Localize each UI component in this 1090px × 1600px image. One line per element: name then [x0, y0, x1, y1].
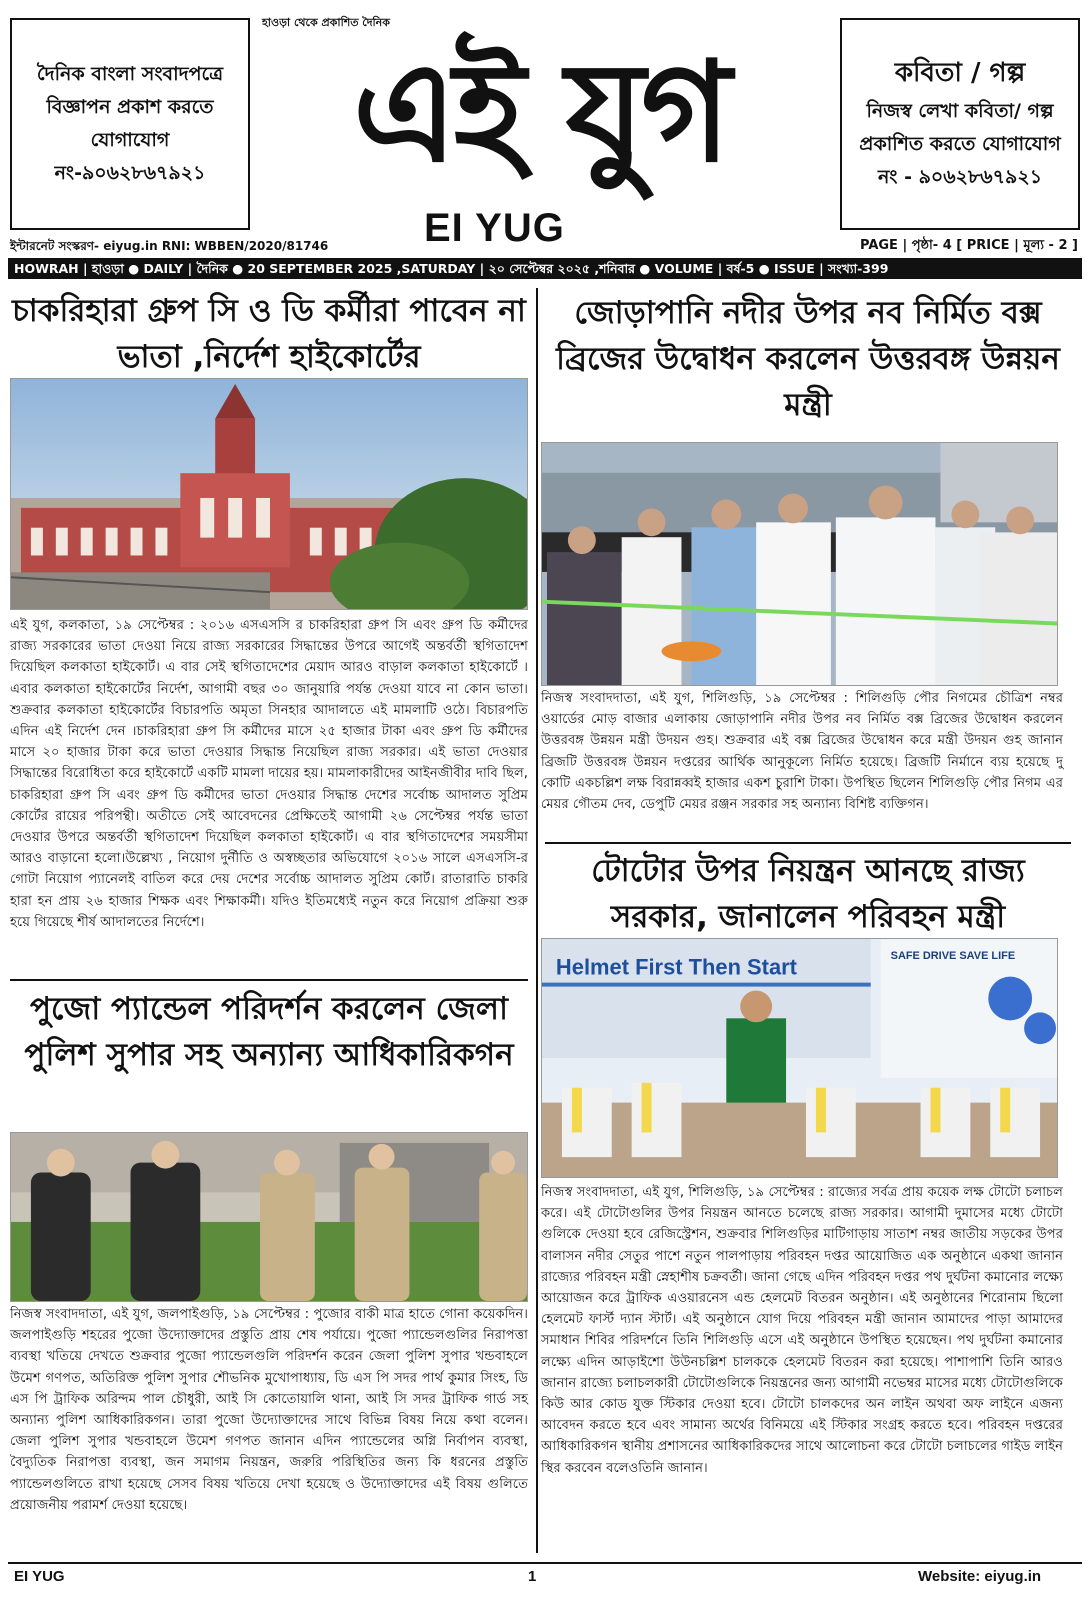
footer-page-number: 1 [528, 1568, 537, 1585]
ad-left-text: দৈনিক বাংলা সংবাদপত্রে বিজ্ঞাপন প্রকাশ করতে যোগাযোগ নং-৯০৬২৮৬৭৯২১ [36, 63, 224, 184]
footer-rule [8, 1562, 1082, 1564]
ad-right-text: নিজস্ব লেখা কবিতা/ গল্প প্রকাশিত করতে যোগাযোগ নং - ৯০৬২৮৬৭৯২১ [859, 99, 1061, 188]
article3-photo-police [10, 1132, 528, 1302]
ad-box-right [840, 18, 1080, 230]
article2-photo-bridge-inauguration [541, 442, 1058, 686]
article3-body: নিজস্ব সংবাদদাতা, এই যুগ, জলপাইগুড়ি, ১৯ সেপ্টেম্বর : পুজোর বাকী মাত্র হাতে গোনা কয়েকদিন। জলপাইগুড়ি শহরের পুজো উদ্যোক্তাদের প্রস্তুতি প্রায় শেষ পর্যায়ে। পুজো প্যান্ডেলগুলির নিরাপত্তা ব্যবস্থা খতিয়ে দেখতে শুক্রবার পুজো প্যান্ডেলগুলি পরিদর্শন করেন জেলা পুলিশ সুপার খন্ডবাহলে উমেশ গণপত, অতিরিক্ত পুলিশ সুপার শৌভনিক মুখোপাধ্যায়, ডি এস পি সদর পার্থ কুমার সিংহ, ডি এস পি ট্রাফিক অরিন্দম পাল চৌধুরী, আই সি কোতোয়ালি থানা, আই সি সদর ট্রাফিক গার্ড সহ অন্যান্য পুলিশ আধিকারিকগন। তারা পুজো উদ্যোক্তাদের সাথে বিভিন্ন বিষয় নিয়ে কথা বলেন। জেলা পুলিশ সুপার খন্ডবাহলে উমেশ গণপত জানান এদিন প্যান্ডেলের অগ্নি নির্বাপন ব্যবস্থা, বৈদ্যুতিক নিরাপত্তা ব্যবস্থা, জন সমাগম নিয়ন্ত্রন, জরুরি পরিস্থিতির জন্য কি ধরনের প্রস্তুতি প্যান্ডেলগুলিতে রাখা হয়েছে সেসব বিষয় খতিয়ে দেখা হয়েছে ও উদ্যোক্তাদের এই বিষয় গুলিতে প্রয়োজনীয় পরামর্শ দেওয়া হয়েছে। [10, 1307, 528, 1513]
article4-photo-helmet-event [541, 938, 1058, 1178]
dateline-strip: HOWRAH | হাওড়া ● DAILY | দৈনিক ● 20 SEPTEMBER 2025 ,SATURDAY | ২০ সেপ্টেম্বর ২০২৫ ,শনিবার ● VOLUME | বর্ষ-5 ● ISSUE | সংখ্যা-399 [8, 258, 1082, 279]
article1-photo-high-court [10, 378, 528, 610]
page-price: PAGE | পৃষ্ঠা- 4 [ PRICE | মূল্য - 2 ] [859, 238, 1078, 253]
ad-right-title: কবিতা / গল্প [894, 57, 1026, 88]
banner-text: Helmet First Then Start [555, 954, 797, 980]
article2-body: নিজস্ব সংবাদদাতা, এই যুগ, শিলিগুড়ি, ১৯ সেপ্টেম্বর : শিলিগুড়ি পৌর নিগমের চৌত্রিশ নম্বর ওয়ার্ডের মোড় বাজার এলাকায় জোড়াপানি নদীর উপর নব নির্মিত বক্স ব্রিজের উদ্বোধন করলেন উত্তরবঙ্গ উন্নয়ন মন্ত্রী উদয়ন গুহ। শুক্রবার এই বক্স ব্রিজের উদ্বোধন করে মন্ত্রী উদয়ন গুহ জানান ব্রিজটি উত্তরবঙ্গ উন্নয়ন দপ্তরের আর্থিক আনুকূল্যে নির্মিত হয়েছে। ব্রিজটি নির্মানে ব্যয় হয়েছে দু কোটি একচল্লিশ লক্ষ বিরান্নব্বই হাজার একশ চুরাশি টাকা। উপস্থিত ছিলেন শিলিগুড়ি পৌর নিগম এর মেয়র গৌতম দেব, ডেপুটি মেয়র রঞ্জন সরকার সহ অন্যান্য বিশিষ্ট ব্যক্তিগন। [541, 691, 1063, 813]
column-divider [536, 288, 538, 1553]
brand-english: EI YUG [424, 206, 565, 250]
internet-rni: ইন্টারনেট সংস্করণ- eiyug.in RNI: WBBEN/2020/81746 [10, 239, 329, 253]
masthead-title: এই যুগ [352, 32, 728, 193]
ad-box-left [10, 18, 250, 230]
footer-website: Website: eiyug.in [918, 1568, 1042, 1585]
article2-headline: জোড়াপানি নদীর উপর নব নির্মিত বক্স ব্রিজের উদ্বোধন করলেন উত্তরবঙ্গ উন্নয়ন মন্ত্রী [556, 295, 1060, 423]
article3-headline: পুজো প্যান্ডেল পরিদর্শন করলেন জেলা পুলিশ সুপার সহ অন্যান্য আধিকারিকগন [24, 991, 514, 1073]
section-divider-right [545, 842, 1071, 844]
article4-body: নিজস্ব সংবাদদাতা, এই যুগ, শিলিগুড়ি, ১৯ সেপ্টেম্বর : রাজ্যের সর্বত্র প্রায় কয়েক লক্ষ টোটো চলাচল করে। এই টোটোগুলির উপর নিয়ন্ত্রন আনতে চলেছে রাজ্য সরকার। আগামী দুমাসের মধ্যে টোটো গুলিকে দেওয়া হবে রেজিস্ট্রেশন, শুক্রবার শিলিগুড়ির মাটিগাড়ায় সাতাশ নম্বর জাতীয় সড়কের উপর বালাসন নদীর সেতুর পাশে নতুন পালপাড়ায় পরিবহন দপ্তর আয়োজিত এক অনুষ্ঠানে একথা জানান রাজ্যের পরিবহন মন্ত্রী স্নেহাশীষ চক্রবর্তী। জানা গেছে এদিন পরিবহন দপ্তর পথ দুর্ঘটনা কমানোর লক্ষ্যে আয়োজন করে ট্রাফিক এওয়ারনেস এন্ড হেলমেট বিতরন অনুষ্ঠান। এই অনুষ্ঠানের শিরোনাম ছিলো হেলমেট ফার্স্ট দ্যান স্টার্ট। এই অনুষ্ঠানে যোগ দিয়ে পরিবহন মন্ত্রী জানান আমাদের পাড়া আমাদের সমাধান শিবির পরিদর্শনে তিনি শিলিগুড়ি এসে এই অনুষ্ঠানে উপস্থিত হয়েছেন। পথ দুর্ঘটনা কমানোর লক্ষ্যে এদিন আড়াইশো উউনচল্লিশ চালককে হেলমেট বিতরন করা হয়েছে। পাশাপাশি তিনি আরও জানান রাজ্যে চলাচলকারী টোটোগুলিকে নিয়ন্ত্রনের জন্য আগামী নভেম্বর মাসের মধ্যে টোটোগুলিকে কিউ আর কোড যুক্ত স্টিকার দেওয়া হবে। টোটো চালকদের অন লাইন অথবা অফ লাইনে এজন্য আবেদন করতে হবে এবং সামান্য অর্থের বিনিময়ে এই স্টিকার সংগ্রহ করতে হবে। পরিবহন দপ্তরের আধিকারিকগন স্থানীয় প্রশাসনের আধিকারিকদের সাথে আলোচনা করে টোটো চলাচলের গাইড লাইন স্থির করবেন বলেওতিনি জানান। [541, 1185, 1063, 1476]
safe-drive-sign: SAFE DRIVE SAVE LIFE [890, 949, 1016, 962]
article4-headline: টোটোর উপর নিয়ন্ত্রন আনছে রাজ্য সরকার, জানালেন পরিবহন মন্ত্রী [591, 853, 1025, 935]
footer-brand: EI YUG [14, 1568, 65, 1585]
article1-body: এই যুগ, কলকাতা, ১৯ সেপ্টেম্বর : ২০১৬ এসএসসি র চাকরিহারা গ্রুপ সি এবং গ্রুপ ডি কর্মীদের রাজ্য সরকারের ভাতা দেওয়া নিয়ে রাজ্য সরকারের সিদ্ধান্তের উপরে আগেই অন্তর্বর্তী স্থগিতাদেশ দিয়েছিল কলকাতা হাইকোর্ট। এ বার সেই স্থগিতাদেশের মেয়াদ আরও বাড়াল কলকাতা হাইকোর্টে । এবার কলকাতা হাইকোর্টের নির্দেশ, আগামী বছর ৩০ জানুয়ারি পর্যন্ত দেওয়া যাবে না কোন ভাতা। শুক্রবার কলকাতা হাইকোর্টের বিচারপতি অমৃতা সিনহার আদালতে এই মামলাটি ওঠে। বিচারপতি এদিন এই নির্দেশ দেন ।চাকরিহারা গ্রুপ সি কর্মীদের মাসে ২৫ হাজার টাকা এবং গ্রুপ ডি কর্মীদের মাসে ২০ হাজার টাকা করে ভাতা দেওয়ার সিদ্ধান্ত নিয়েছিল রাজ্য সরকার। এই ভাতা দেওয়ার সিদ্ধান্তের বিরোধিতা করে হাইকোর্টে একটি মামলা দায়ের হয়। মামলাকারীদের আইনজীবীর দাবি ছিল, চাকরিহারা গ্রুপ সি এবং গ্রুপ ডি কর্মীদের ভাতা দেওয়ার সিদ্ধান্ত দেশের সর্বোচ্চ আদালত সুপ্রিম কোর্টের রায়ের পরিপন্থী। অতীতে সেই আবেদনের প্রেক্ষিতেই আগামী ২৬ সেপ্টেম্বর পর্যন্ত ভাতা দেওয়ার উপরে অন্তর্বর্তী স্থগিতাদেশ দিয়েছিল কলকাতা হাইকোর্ট। এ বার স্থগিতাদেশের সময়সীমা আরও বাড়ানো হলো।উল্লেখ্য , নিয়োগ দুর্নীতি ও অস্বচ্ছতার অভিযোগে ২০১৬ সালে এসএসসি-র গোটা নিয়োগ প্যানেলই বাতিল করে দেয় দেশের সর্বোচ্চ আদালত সুপ্রিম কোর্ট। রাতারাতি চাকরি হারা হন প্রায় ২৬ হাজার শিক্ষক এবং শিক্ষাকর্মী। যদিও ইতিমধ্যেই নতুন করে নিয়োগ প্রক্রিয়া শুরু হয়ে গিয়েছে শীর্ষ আদালতের নির্দেশে। [10, 618, 528, 930]
article1-headline: চাকরিহারা গ্রুপ সি ও ডি কর্মীরা পাবেন না ভাতা ,নির্দেশ হাইকোর্টের [12, 293, 526, 375]
section-divider-left [10, 979, 528, 981]
publisher-note: হাওড়া থেকে প্রকাশিত দৈনিক [262, 16, 390, 29]
